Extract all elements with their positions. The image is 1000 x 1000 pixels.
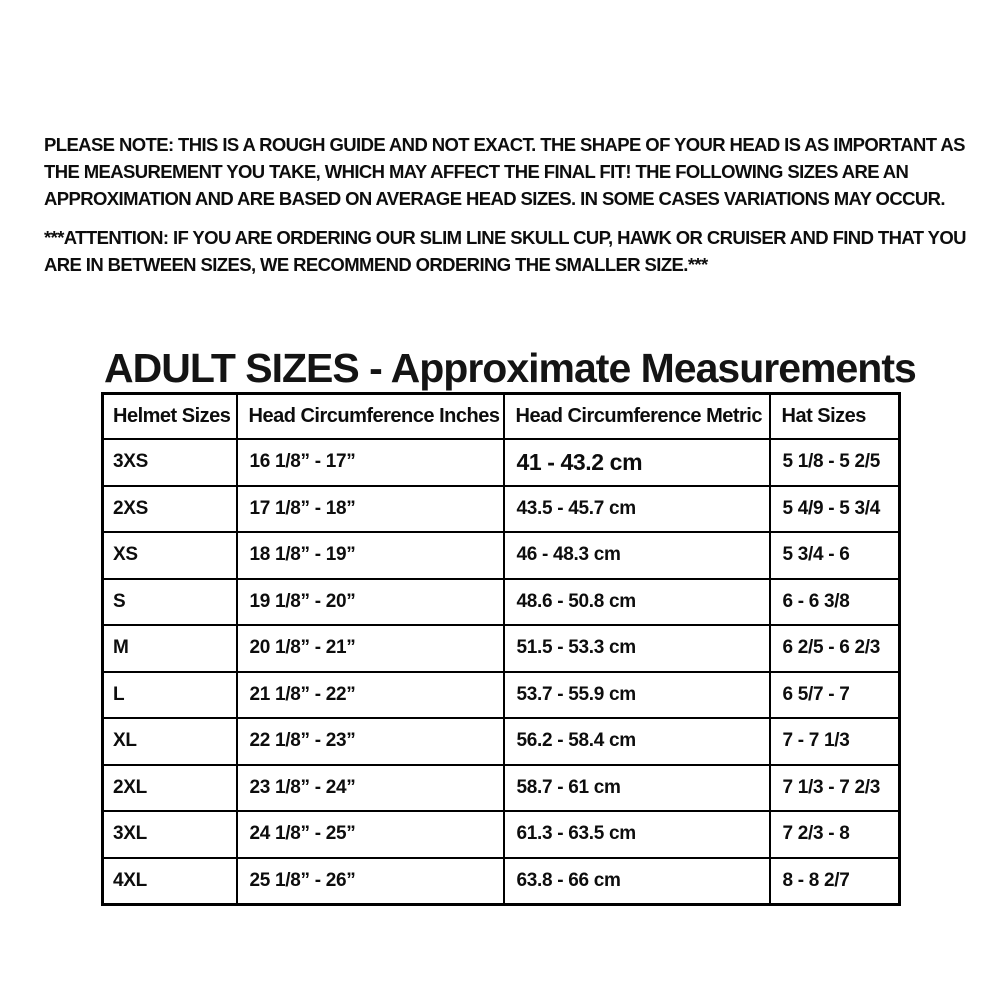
cell-circumference-inches: 16 1/8” - 17” bbox=[237, 439, 504, 486]
cell-hat-size: 6 2/5 - 6 2/3 bbox=[770, 625, 900, 672]
table-row bbox=[103, 579, 900, 626]
cell-helmet-size: XS bbox=[103, 532, 237, 579]
note-primary: PLEASE NOTE: THIS IS A ROUGH GUIDE AND NOT EXACT. THE SHAPE OF YOUR HEAD IS AS IMPORTANT AS THE MEASUREMENT YOU TAKE, WHICH MAY AFFECT THE FINAL FIT! THE FOLLOWING SIZES ARE AN APPROXIMATION AND ARE BASED ON AVERAGE HEAD SIZES. IN SOME CASES VARIATIONS MAY OCCUR. bbox=[44, 133, 965, 209]
cell-circumference-metric: 51.5 - 53.3 cm bbox=[504, 625, 770, 672]
table-row bbox=[103, 858, 900, 905]
cell-circumference-metric: 61.3 - 63.5 cm bbox=[504, 811, 770, 858]
cell-helmet-size: 3XS bbox=[103, 439, 237, 486]
cell-circumference-inches: 25 1/8” - 26” bbox=[237, 858, 504, 905]
cell-hat-size: 6 - 6 3/8 bbox=[770, 579, 900, 626]
cell-circumference-inches: 21 1/8” - 22” bbox=[237, 672, 504, 719]
cell-helmet-size: 3XL bbox=[103, 811, 237, 858]
cell-helmet-size: XL bbox=[103, 718, 237, 765]
cell-circumference-metric: 53.7 - 55.9 cm bbox=[504, 672, 770, 719]
cell-helmet-size: M bbox=[103, 625, 237, 672]
table-body bbox=[103, 439, 900, 905]
cell-helmet-size: S bbox=[103, 579, 237, 626]
cell-circumference-inches: 20 1/8” - 21” bbox=[237, 625, 504, 672]
table-header-row bbox=[103, 394, 900, 440]
cell-circumference-inches: 23 1/8” - 24” bbox=[237, 765, 504, 812]
cell-helmet-size: 2XL bbox=[103, 765, 237, 812]
table-row bbox=[103, 486, 900, 533]
cell-circumference-metric: 48.6 - 50.8 cm bbox=[504, 579, 770, 626]
cell-helmet-size: 2XS bbox=[103, 486, 237, 533]
cell-circumference-inches: 18 1/8” - 19” bbox=[237, 532, 504, 579]
table-row bbox=[103, 625, 900, 672]
table-row bbox=[103, 672, 900, 719]
cell-circumference-metric: 41 - 43.2 cm bbox=[504, 439, 770, 486]
cell-circumference-metric: 46 - 48.3 cm bbox=[504, 532, 770, 579]
cell-hat-size: 5 4/9 - 5 3/4 bbox=[770, 486, 900, 533]
cell-circumference-inches: 22 1/8” - 23” bbox=[237, 718, 504, 765]
column-header-hat-sizes: Hat Sizes bbox=[770, 394, 900, 440]
column-header-circumference-inches: Head Circumference Inches bbox=[237, 394, 504, 440]
cell-hat-size: 7 2/3 - 8 bbox=[770, 811, 900, 858]
cell-circumference-inches: 17 1/8” - 18” bbox=[237, 486, 504, 533]
cell-circumference-inches: 19 1/8” - 20” bbox=[237, 579, 504, 626]
cell-circumference-inches: 24 1/8” - 25” bbox=[237, 811, 504, 858]
cell-hat-size: 7 - 7 1/3 bbox=[770, 718, 900, 765]
cell-hat-size: 5 3/4 - 6 bbox=[770, 532, 900, 579]
table-row bbox=[103, 811, 900, 858]
table-row bbox=[103, 439, 900, 486]
page-title: ADULT SIZES - Approximate Measurements bbox=[104, 345, 916, 392]
cell-hat-size: 7 1/3 - 7 2/3 bbox=[770, 765, 900, 812]
table-row bbox=[103, 718, 900, 765]
column-header-helmet-sizes: Helmet Sizes bbox=[103, 394, 237, 440]
cell-helmet-size: L bbox=[103, 672, 237, 719]
cell-circumference-metric: 43.5 - 45.7 cm bbox=[504, 486, 770, 533]
cell-hat-size: 6 5/7 - 7 bbox=[770, 672, 900, 719]
cell-circumference-metric: 63.8 - 66 cm bbox=[504, 858, 770, 905]
table-row bbox=[103, 532, 900, 579]
cell-hat-size: 5 1/8 - 5 2/5 bbox=[770, 439, 900, 486]
cell-circumference-metric: 56.2 - 58.4 cm bbox=[504, 718, 770, 765]
cell-helmet-size: 4XL bbox=[103, 858, 237, 905]
cell-hat-size: 8 - 8 2/7 bbox=[770, 858, 900, 905]
note-attention: ***ATTENTION: IF YOU ARE ORDERING OUR SLIM LINE SKULL CUP, HAWK OR CRUISER AND FIND THAT YOU ARE IN BETWEEN SIZES, WE RECOMMEND ORDERING THE SMALLER SIZE.*** bbox=[44, 226, 966, 275]
table-row bbox=[103, 765, 900, 812]
column-header-circumference-metric: Head Circumference Metric bbox=[504, 394, 770, 440]
adult-sizes-table bbox=[101, 392, 901, 906]
cell-circumference-metric: 58.7 - 61 cm bbox=[504, 765, 770, 812]
